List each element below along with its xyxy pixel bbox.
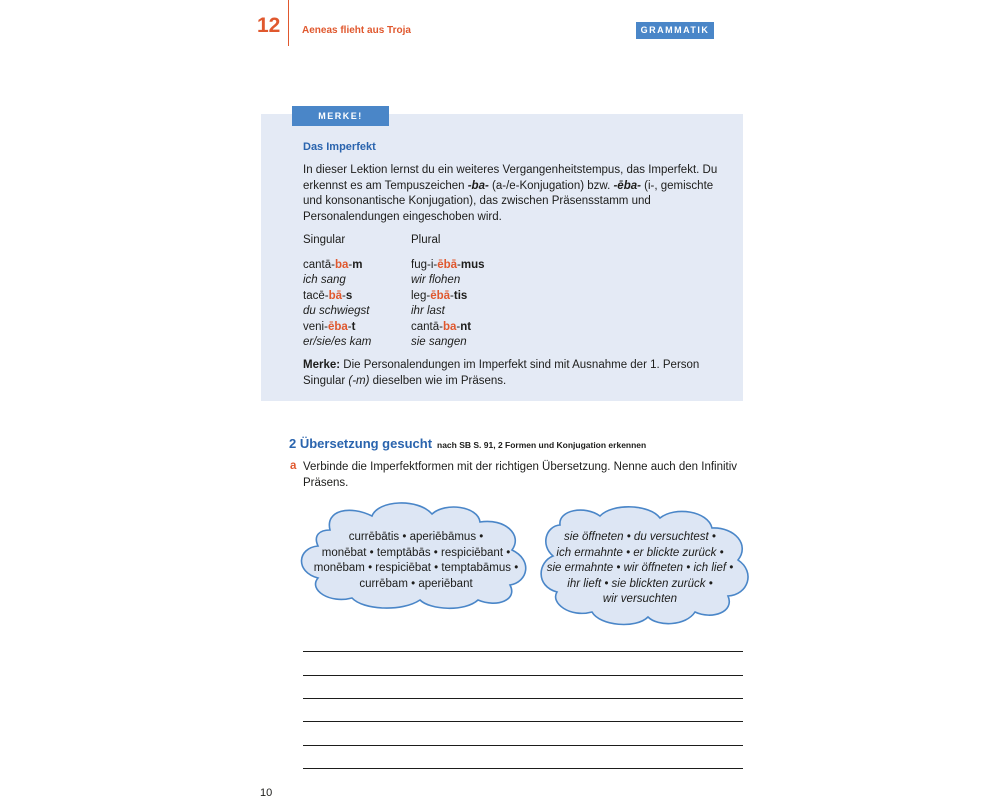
cloud-line: monēbat • temptābās • respiciēbant • [321, 546, 511, 559]
text-segment: In dieser Lektion lernst du ein weiteres Vergangenheitstempus, das Imperfekt. Du erkennst es am Tempuszeichen [303, 164, 718, 192]
text-segment: (a-/e-Konjugation) bzw. [488, 179, 614, 192]
text-segment: - [450, 290, 454, 302]
text-segment: Die Personalendungen im Imperfekt sind mit Ausnahme der 1. Person Singular [303, 359, 700, 387]
cloud-line: ich ermahnte • er blickte zurück • [556, 546, 724, 559]
answer-line[interactable] [303, 745, 743, 746]
cloud-line: sie öffneten • du versuchtest • [564, 531, 716, 543]
merke-tab: MERKE! [292, 106, 389, 126]
text-segment: ēbā [430, 290, 451, 302]
task-instruction: Verbinde die Imperfektformen mit der richtigen Übersetzung. Nenne auch den Infinitiv Präsens. [303, 461, 738, 489]
text-segment: (-m) [348, 374, 370, 387]
text-segment: fug-i- [411, 259, 438, 271]
german-translation: ihr last [411, 305, 445, 317]
answer-line[interactable] [303, 675, 743, 676]
text-segment: ēba [327, 321, 348, 333]
text-segment: - [456, 321, 461, 333]
text-segment: dieselben wie im Präsens. [369, 374, 507, 387]
cloud-line: monēbam • respiciēbat • temptabāmus • [313, 562, 519, 574]
text-segment: cantā- [303, 259, 335, 271]
text-segment: leg- [411, 290, 431, 302]
text-segment: (i-, gemischte und konsonantische Konjugation), das zwischen Präsensstamm und Personalendungen eingeschoben wird. [303, 179, 714, 223]
task-letter: a [290, 460, 297, 472]
page-number: 10 [260, 787, 273, 799]
text-segment: ēbā [437, 259, 458, 271]
text-segment: ba [442, 321, 457, 333]
text-segment: -ba- [467, 179, 489, 192]
text-segment: s [345, 290, 353, 302]
text-segment: t [351, 321, 356, 333]
plural-label: Plural [411, 234, 441, 246]
text-segment: Merke: [303, 359, 341, 371]
text-segment: - [457, 259, 461, 271]
german-translation: ich sang [303, 274, 346, 286]
text-segment: - [342, 290, 346, 302]
german-translation: wir flohen [411, 274, 461, 286]
exercise-title: 2 Übersetzung gesucht [289, 436, 433, 451]
answer-line[interactable] [303, 768, 743, 769]
text-segment: veni- [303, 321, 328, 333]
text-segment: nt [460, 321, 472, 333]
text-segment: mus [460, 259, 485, 271]
text-segment: bā [328, 290, 342, 302]
text-segment: cantā- [411, 321, 443, 333]
text-segment: ba [334, 259, 349, 271]
german-translation: du schwiegst [303, 305, 370, 317]
cloud-line: wir versuchten [602, 593, 678, 605]
exercise-reference: nach SB S. 91, 2 Formen und Konjugation erkennen [437, 440, 647, 450]
text-segment: - [347, 321, 352, 333]
text-segment: -ēba- [613, 179, 641, 192]
text-segment: tis [453, 290, 468, 302]
answer-line[interactable] [303, 651, 743, 652]
cloud-line: currēbātis • aperiēbāmus • [348, 531, 484, 543]
chapter-number: 12 [257, 14, 281, 37]
german-translation: er/sie/es kam [303, 336, 372, 348]
box-heading: Das Imperfekt [303, 141, 376, 153]
chapter-title: Aeneas flieht aus Troja [302, 25, 411, 36]
answer-line[interactable] [303, 698, 743, 699]
answer-line[interactable] [303, 721, 743, 722]
text-segment: tacē- [303, 290, 329, 302]
cloud-line: currēbam • aperiēbant [359, 577, 473, 590]
german-translation: sie sangen [411, 336, 467, 348]
text-segment: m [352, 259, 363, 271]
cloud-line: sie ermahnte • wir öffneten • ich lief • [546, 562, 734, 574]
section-badge: GRAMMATIK [636, 22, 714, 39]
cloud-line: ihr lieft • sie blickten zurück • [567, 577, 713, 590]
text-segment: - [348, 259, 353, 271]
singular-label: Singular [303, 234, 346, 246]
